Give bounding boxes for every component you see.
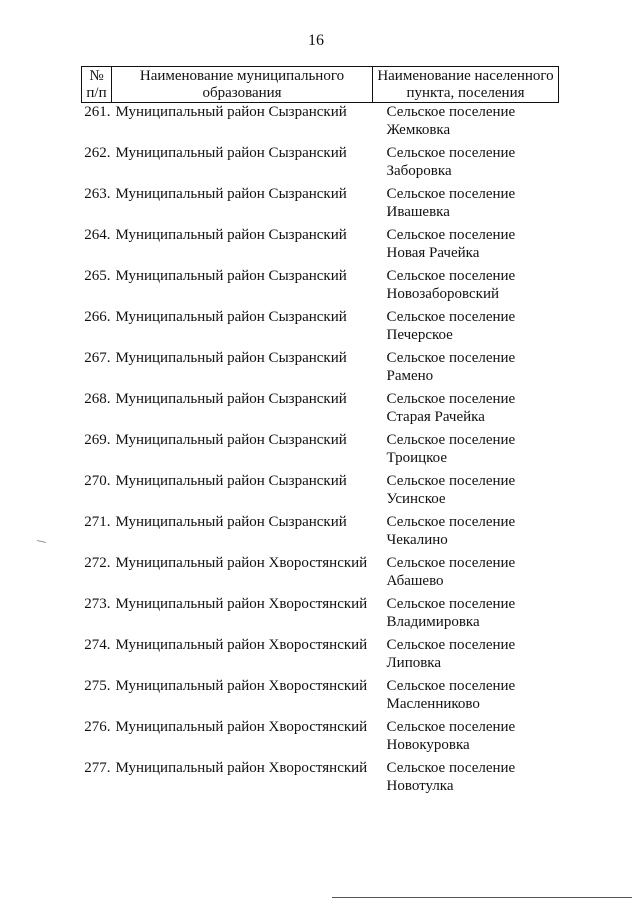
row-number [82,267,112,308]
municipality-name: Муниципальный район Сызранский [115,391,347,407]
row-number-text: 272. [84,555,111,571]
row-number [82,513,112,554]
row-number [82,144,112,185]
municipality-name: Муниципальный район Сызранский [115,186,347,202]
row-number [82,349,112,390]
table-row [82,308,559,349]
table-row [82,349,559,390]
row-number [82,759,112,800]
settlements-table [81,66,559,800]
table-row [82,226,559,267]
row-number [82,677,112,718]
header-settlement: Наименование населенного пункта, поселения [373,67,559,103]
table-row [82,103,559,145]
row-number [82,431,112,472]
margin-mark [37,540,46,543]
municipality-name: Муниципальный район Сызранский [115,514,347,530]
municipality-name: Муниципальный район Хворостянский [115,596,368,612]
settlement-name: Сельское поселение Жемковка [386,104,516,138]
municipality-name: Муниципальный район Сызранский [115,432,347,448]
settlement-name: Сельское поселение Усинское [386,473,516,507]
table-row [82,759,559,800]
table-row [82,677,559,718]
table-row [82,595,559,636]
settlement-name: Сельское поселение Заборовка [386,145,516,179]
table-row [82,554,559,595]
municipality-name: Муниципальный район Хворостянский [115,719,368,735]
table-row [82,267,559,308]
municipality-name: Муниципальный район Сызранский [115,268,347,284]
settlement-name: Сельское поселение Новозаборовский [386,268,516,302]
municipality-name: Муниципальный район Сызранский [115,309,347,325]
municipality-name: Муниципальный район Сызранский [115,227,347,243]
row-number-text: 264. [84,227,111,243]
table-header-row [82,67,559,103]
municipality-name: Муниципальный район Сызранский [115,104,347,120]
settlement-name: Сельское поселение Масленниково [386,678,516,712]
settlement-name: Сельское поселение Липовка [386,637,516,671]
row-number [82,390,112,431]
row-number-text: 265. [84,268,111,284]
settlement-name: Сельское поселение Новая Рачейка [386,227,516,261]
settlement-name: Сельское поселение Старая Рачейка [386,391,516,425]
row-number-text: 269. [84,432,111,448]
row-number-text: 273. [84,596,111,612]
municipality-name: Муниципальный район Хворостянский [115,637,368,653]
row-number-text: 277. [84,760,111,776]
row-number-text: 262. [84,145,111,161]
table-row [82,513,559,554]
table-row [82,636,559,677]
settlement-name: Сельское поселение Новотулка [386,760,516,794]
row-number-text: 267. [84,350,111,366]
settlement-name: Сельское поселение Ивашевка [386,186,516,220]
municipality-name: Муниципальный район Хворостянский [115,760,368,776]
header-municipality: Наименование муниципального образования [112,67,373,103]
row-number [82,554,112,595]
row-number [82,185,112,226]
table-row [82,144,559,185]
settlement-name: Сельское поселение Троицкое [386,432,516,466]
municipality-name: Муниципальный район Сызранский [115,473,347,489]
row-number [82,308,112,349]
footer-line [332,897,632,898]
row-number-text: 266. [84,309,111,325]
row-number [82,472,112,513]
settlement-name: Сельское поселение Чекалино [386,514,516,548]
municipality-name: Муниципальный район Сызранский [115,350,347,366]
table-row [82,390,559,431]
municipality-name: Муниципальный район Хворостянский [115,555,368,571]
row-number-text: 268. [84,391,111,407]
table-row [82,431,559,472]
settlement-name: Сельское поселение Печерское [386,309,516,343]
row-number-text: 271. [84,514,111,530]
page-number: 16 [308,32,324,49]
row-number [82,636,112,677]
row-number-text: 270. [84,473,111,489]
table-row [82,185,559,226]
header-num: № п/п [82,67,112,103]
settlement-name: Сельское поселение Новокуровка [386,719,516,753]
row-number [82,226,112,267]
row-number-text: 276. [84,719,111,735]
settlement-name: Сельское поселение Абашево [386,555,516,589]
row-number [82,718,112,759]
municipality-name: Муниципальный район Сызранский [115,145,347,161]
row-number [82,103,112,145]
municipality-name: Муниципальный район Хворостянский [115,678,368,694]
row-number-text: 263. [84,186,111,202]
table-row [82,472,559,513]
settlement-name: Сельское поселение Рамено [386,350,516,384]
row-number-text: 275. [84,678,111,694]
row-number-text: 274. [84,637,111,653]
row-number [82,595,112,636]
row-number-text: 261. [84,104,111,120]
table-row [82,718,559,759]
settlement-name: Сельское поселение Владимировка [386,596,516,630]
